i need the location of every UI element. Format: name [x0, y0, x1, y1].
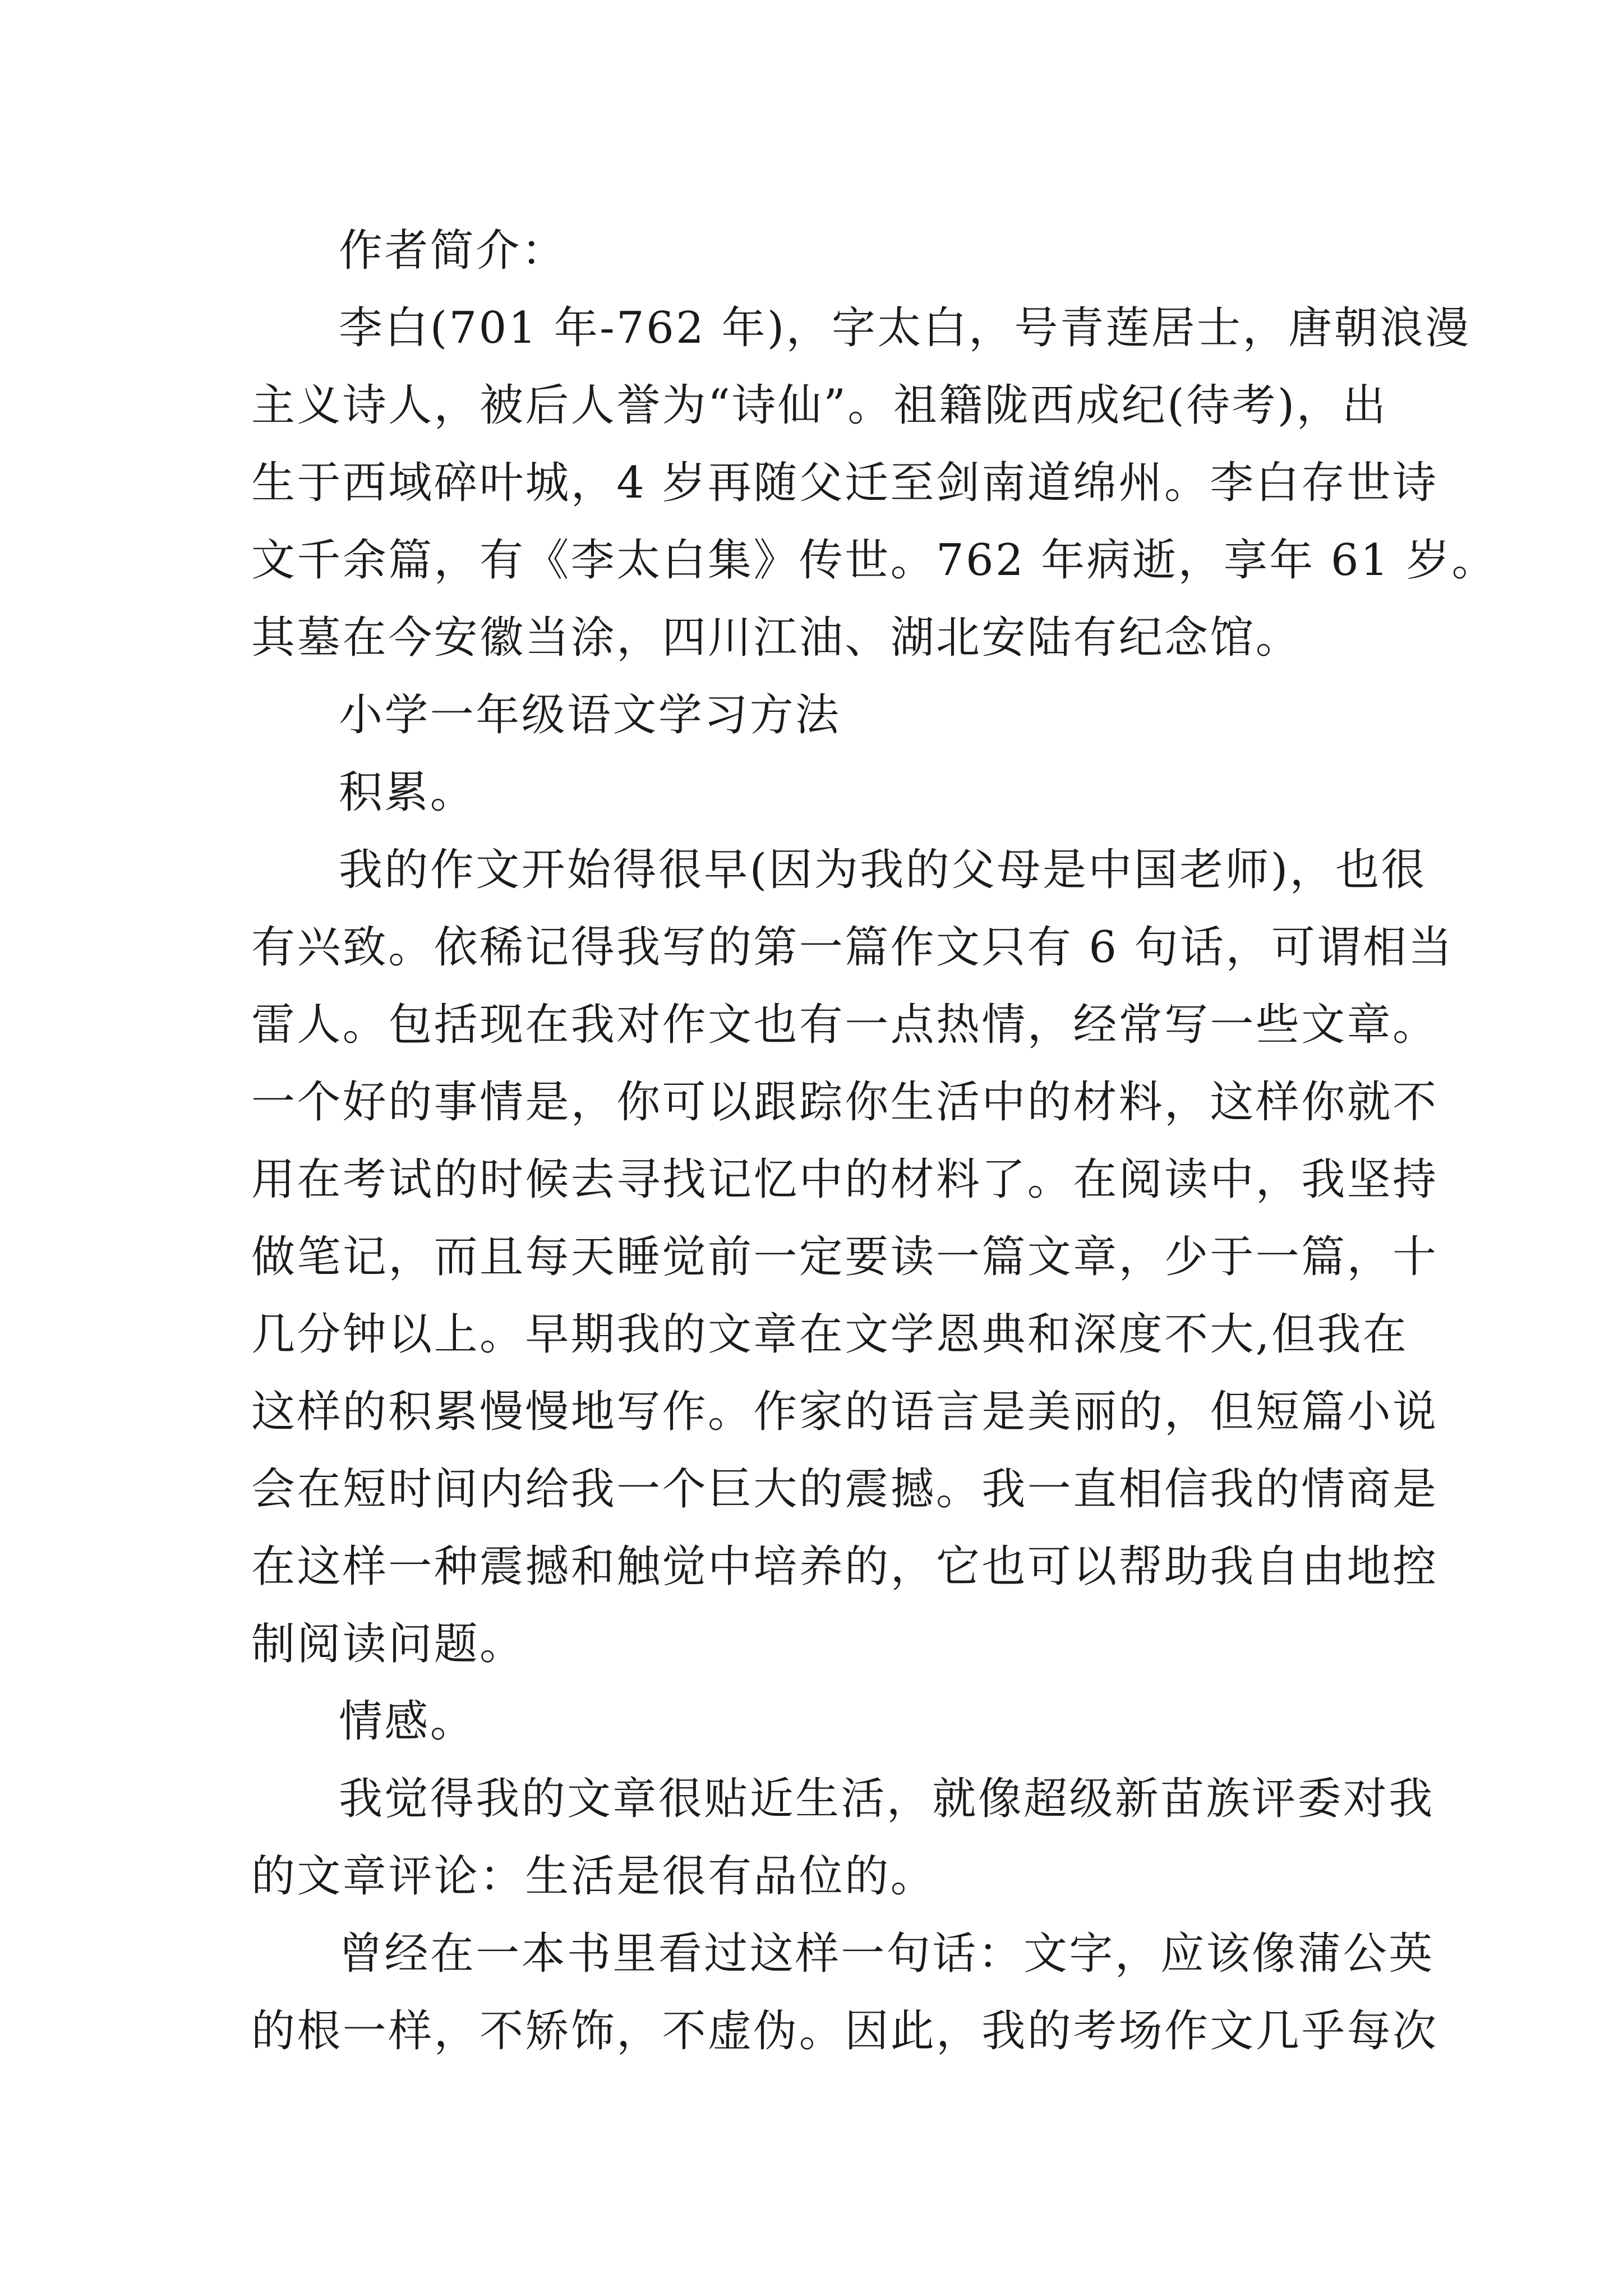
paragraph-line: 有兴致。依稀记得我写的第一篇作文只有 6 句话，可谓相当	[251, 922, 1454, 973]
paragraph-line: 李白(701 年-762 年)，字太白，号青莲居士，唐朝浪漫	[339, 303, 1471, 353]
document-body	[251, 212, 1497, 2070]
section-heading-author-intro: 作者简介：	[339, 226, 568, 276]
paragraph-line: 曾经在一本书里看过这样一句话：文字，应该像蒲公英	[339, 1929, 1435, 1979]
subheading-emotion: 情感。	[339, 1696, 476, 1747]
paragraph-line: 我的作文开始得很早(因为我的父母是中国老师)，也很	[339, 845, 1427, 895]
paragraph-line: 用在考试的时候去寻找记忆中的材料了。在阅读中，我坚持	[251, 1154, 1438, 1205]
paragraph-line: 生于西域碎叶城，4 岁再随父迁至剑南道绵州。李白存世诗	[251, 458, 1438, 508]
paragraph-line: 其墓在今安徽当涂，四川江油、湖北安陆有纪念馆。	[251, 613, 1302, 663]
paragraph-line: 这样的积累慢慢地写作。作家的语言是美丽的，但短篇小说	[251, 1387, 1438, 1437]
paragraph-line: 在这样一种震撼和触觉中培养的，它也可以帮助我自由地控	[251, 1542, 1438, 1592]
paragraph-line: 的文章评论：生活是很有品位的。	[251, 1851, 937, 1902]
section-heading-study-methods: 小学一年级语文学习方法	[339, 690, 841, 740]
paragraph-line: 我觉得我的文章很贴近生活，就像超级新苗族评委对我	[339, 1774, 1435, 1824]
paragraph-line: 主义诗人，被后人誉为“诗仙”。祖籍陇西成纪(待考)，出	[251, 380, 1388, 431]
paragraph-line: 一个好的事情是，你可以跟踪你生活中的材料，这样你就不	[251, 1077, 1438, 1128]
paragraph-line: 的根一样，不矫饰，不虚伪。因此，我的考场作文几乎每次	[251, 2006, 1438, 2056]
paragraph-line: 会在短时间内给我一个巨大的震撼。我一直相信我的情商是	[251, 1464, 1438, 1515]
paragraph-line: 做笔记，而且每天睡觉前一定要读一篇文章，少于一篇，十	[251, 1232, 1438, 1282]
paragraph-line: 文千余篇，有《李太白集》传世。762 年病逝，享年 61 岁。	[251, 535, 1497, 586]
paragraph-line: 制阅读问题。	[251, 1619, 525, 1669]
subheading-accumulation: 积累。	[339, 767, 476, 818]
paragraph-line: 雷人。包括现在我对作文也有一点热情，经常写一些文章。	[251, 1000, 1438, 1050]
paragraph-line: 几分钟以上。早期我的文章在文学恩典和深度不大,但我在	[251, 1309, 1409, 1360]
